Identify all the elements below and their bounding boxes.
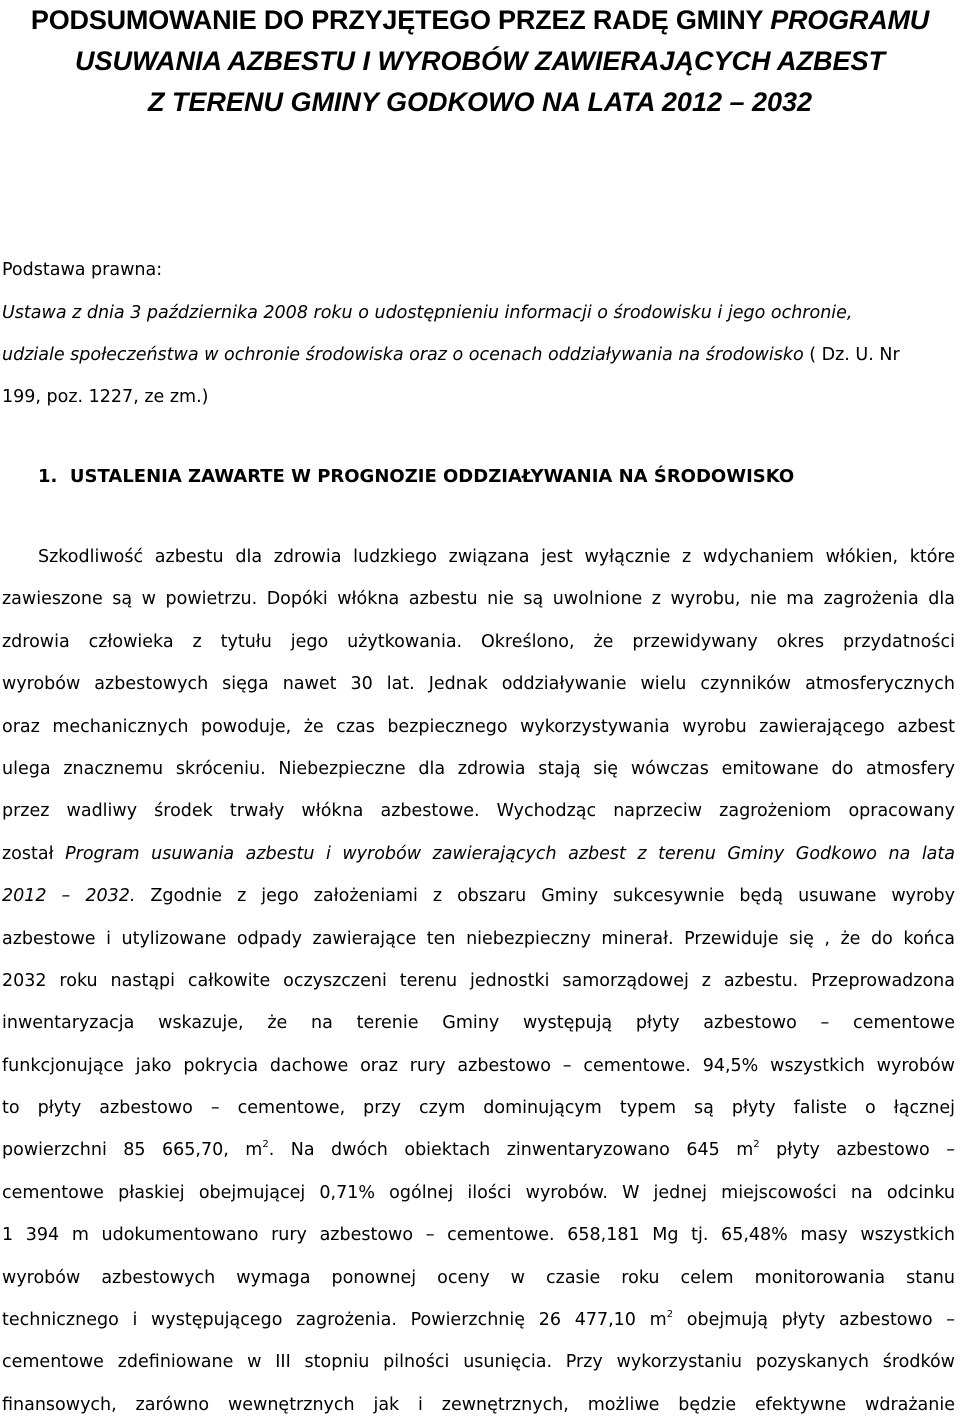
superscript: 2: [262, 1139, 269, 1151]
paragraph-line: Szkodliwość azbestu dla zdrowia ludzkiego związana jest wyłącznie z wdychaniem włókien, które: [38, 547, 955, 567]
paragraph-line: [2, 1129, 955, 1171]
title-line-2: USUWANIA AZBESTU I WYROBÓW ZAWIERAJĄCYCH AZBEST: [75, 46, 885, 76]
section-1-heading: [38, 462, 794, 492]
program-years-italic: 2012 – 2032.: [2, 886, 136, 907]
text-run: technicznego i występującego zagrożenia. Powierzchnię 26 477,10 m: [2, 1310, 667, 1331]
document-title: [0, 0, 960, 123]
legal-basis-heading: Podstawa prawna:: [2, 260, 163, 280]
paragraph-line: przez wadliwy środek trwały włókna azbestowe. Wychodząc naprzeciw zagrożeniom opracowany: [2, 801, 955, 822]
legal-basis-line-3: 199, poz. 1227, ze zm.): [2, 387, 209, 407]
paragraph-line: wyrobów azbestowych sięga nawet 30 lat. Jednak oddziaływanie wielu czynników atmosferycznych: [2, 674, 955, 695]
act-title-italic: udziale społeczeństwa w ochronie środowiska oraz o ocenach oddziaływania na środowisko: [2, 345, 804, 365]
text-run: został: [2, 843, 66, 864]
paragraph-line: wyrobów azbestowych wymaga ponownej oceny w czasie roku celem monitorowania stanu: [2, 1267, 955, 1288]
paragraph-line: cementowe płaskiej obejmującej 0,71% ogólnej ilości wyrobów. W jednej miejscowości na odcinku: [2, 1182, 955, 1203]
paragraph-line: oraz mechanicznych powoduje, że czas bezpiecznego wykorzystywania wyrobu zawierającego azbest: [2, 716, 955, 737]
program-title-italic: Program usuwania azbestu i wyrobów zawierających azbest z terenu Gminy Godkowo na lata: [65, 843, 955, 864]
section-1-body: [2, 536, 955, 1422]
legal-basis-line-2: [2, 334, 954, 376]
paragraph-line: azbestowe i utylizowane odpady zawierające ten niebezpieczny minerał. Przewiduje się , że do końca: [2, 928, 955, 949]
section-number: 1.: [38, 466, 58, 487]
paragraph-line: funkcjonujące jako pokrycia dachowe oraz rury azbestowo – cementowe. 94,5% wszystkich wyrobów: [2, 1055, 955, 1076]
paragraph-line: 1 394 m udokumentowano rury azbestowo – cementowe. 658,181 Mg tj. 65,48% masy wszystkich: [2, 1225, 955, 1246]
superscript: 2: [666, 1309, 674, 1321]
paragraph-line: [2, 875, 955, 917]
paragraph-line: ulega znacznemu skróceniu. Niebezpieczne dla zdrowia stają się wówczas emitowane do atmosfery: [2, 758, 955, 779]
paragraph-line: cementowe zdefiniowane w III stopniu pilności usunięcia. Przy wykorzystaniu pozyskanych środków: [2, 1352, 955, 1373]
paragraph-line: inwentaryzacja wskazuje, że na terenie Gminy występują płyty azbestowo – cementowe: [2, 1013, 955, 1034]
paragraph-line: 2032 roku nastąpi całkowite oczyszczeni terenu jednostki samorządowej z azbestu. Przeprowadzona: [2, 970, 955, 991]
section-title: USTALENIA ZAWARTE W PROGNOZIE ODDZIAŁYWANIA NA ŚRODOWISKO: [69, 466, 795, 487]
superscript: 2: [753, 1139, 760, 1151]
title-line-1: [0, 0, 960, 41]
paragraph-line: zdrowia człowieka z tytułu jego użytkowania. Określono, że przewidywany okres przydatności: [2, 631, 955, 652]
paragraph-line: to płyty azbestowo – cementowe, przy czym dominującym typem są płyty faliste o łącznej: [2, 1098, 955, 1119]
paragraph-line: [2, 833, 955, 875]
legal-basis-text: [2, 292, 954, 418]
title-line-1-italic: PROGRAMU: [770, 5, 930, 35]
journal-reference: ( Dz. U. Nr: [803, 345, 900, 365]
paragraph-line: zawieszone są w powietrzu. Dopóki włókna azbestu nie są uwolnione z wyrobu, nie ma zagrożenia dla: [2, 589, 955, 610]
paragraph-line: finansowych, zarówno wewnętrznych jak i zewnętrznych, możliwe będzie efektywne wdrażanie: [2, 1394, 955, 1415]
title-line-1-text: PODSUMOWANIE DO PRZYJĘTEGO PRZEZ RADĘ GMINY: [30, 5, 771, 35]
paragraph-line: [2, 1299, 955, 1341]
title-line-3: Z TERENU GMINY GODKOWO NA LATA 2012 – 2032: [147, 87, 813, 117]
text-run: powierzchni 85 665,70, m: [2, 1140, 263, 1161]
legal-basis-line-1: Ustawa z dnia 3 października 2008 roku o udostępnieniu informacji o środowisku i jego ochronie,: [2, 303, 853, 323]
text-run: . Na dwóch obiektach zinwentaryzowano 645 m: [268, 1140, 754, 1161]
text-run: Zgodnie z jego założeniami z obszaru Gminy sukcesywnie będą usuwane wyroby: [135, 886, 955, 907]
text-run: płyty azbestowo –: [759, 1140, 955, 1161]
text-run: obejmują płyty azbestowo –: [673, 1310, 955, 1331]
